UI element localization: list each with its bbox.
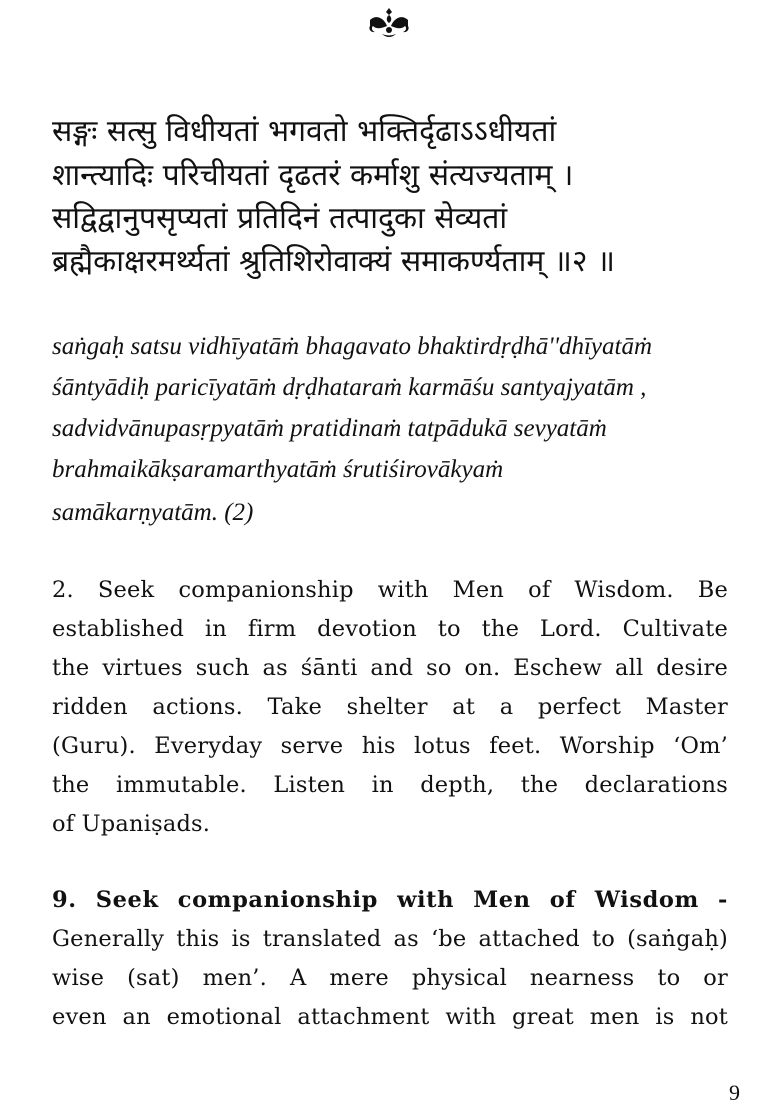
transliteration-line: saṅgaḥ satsu vidhīyatāṁ bhagavato bhaktirdṛḍhā''dhīyatāṁ — [52, 333, 653, 360]
commentary-line: Generally this is translated as ‘be attached to (saṅgaḥ) — [52, 926, 728, 952]
translation-line: (Guru). Everyday serve his lotus feet. Worship ‘Om’ — [52, 733, 728, 759]
devanagari-line: ब्रह्मैकाक्षरमर्थ्यतां श्रुतिशिरोवाक्यं समाकर्ण्यताम् ॥२ ॥ — [52, 244, 615, 279]
commentary-line: wise (sat) men’. A mere physical nearness to or — [52, 965, 728, 991]
devanagari-line: शान्त्यादिः परिचीयतां दृढतरं कर्माशु संत्यज्यताम् । — [52, 158, 574, 193]
transliteration-line: brahmaikākṣaramarthyatāṁ śrutiśirovākyaṁ — [52, 456, 504, 483]
translation-line: of Upaniṣads. — [52, 811, 211, 837]
transliteration-line: sadvidvānupasṛpyatāṁ pratidinaṁ tatpādukā sevyatāṁ — [52, 415, 607, 442]
translation-line: the immutable. Listen in depth, the declarations — [52, 772, 728, 798]
commentary-heading: 9. Seek companionship with Men of Wisdom - — [52, 887, 728, 913]
commentary-line: even an emotional attachment with great men is not — [52, 1004, 728, 1030]
translation-line: the virtues such as śānti and so on. Eschew all desire — [52, 655, 728, 681]
transliteration-line: samākarṇyatām. (2) — [52, 499, 254, 526]
devanagari-line: सङ्गः सत्सु विधीयतां भगवतो भक्तिर्दृढाऽऽधीयतां — [52, 114, 557, 149]
translation-line: 2. Seek companionship with Men of Wisdom. Be — [52, 577, 728, 603]
transliteration-line: śāntyādiḥ paricīyatāṁ dṛḍhataraṁ karmāśu santyajyatām , — [52, 374, 647, 401]
page-number: 9 — [729, 1080, 740, 1105]
devanagari-line: सद्विद्वानुपसृप्यतां प्रतिदिनं तत्पादुका सेव्यतां — [52, 201, 508, 236]
translation-line: ridden actions. Take shelter at a perfect Master — [52, 694, 728, 720]
translation-line: established in firm devotion to the Lord. Cultivate — [52, 616, 728, 642]
floral-ornament-icon — [364, 6, 414, 42]
